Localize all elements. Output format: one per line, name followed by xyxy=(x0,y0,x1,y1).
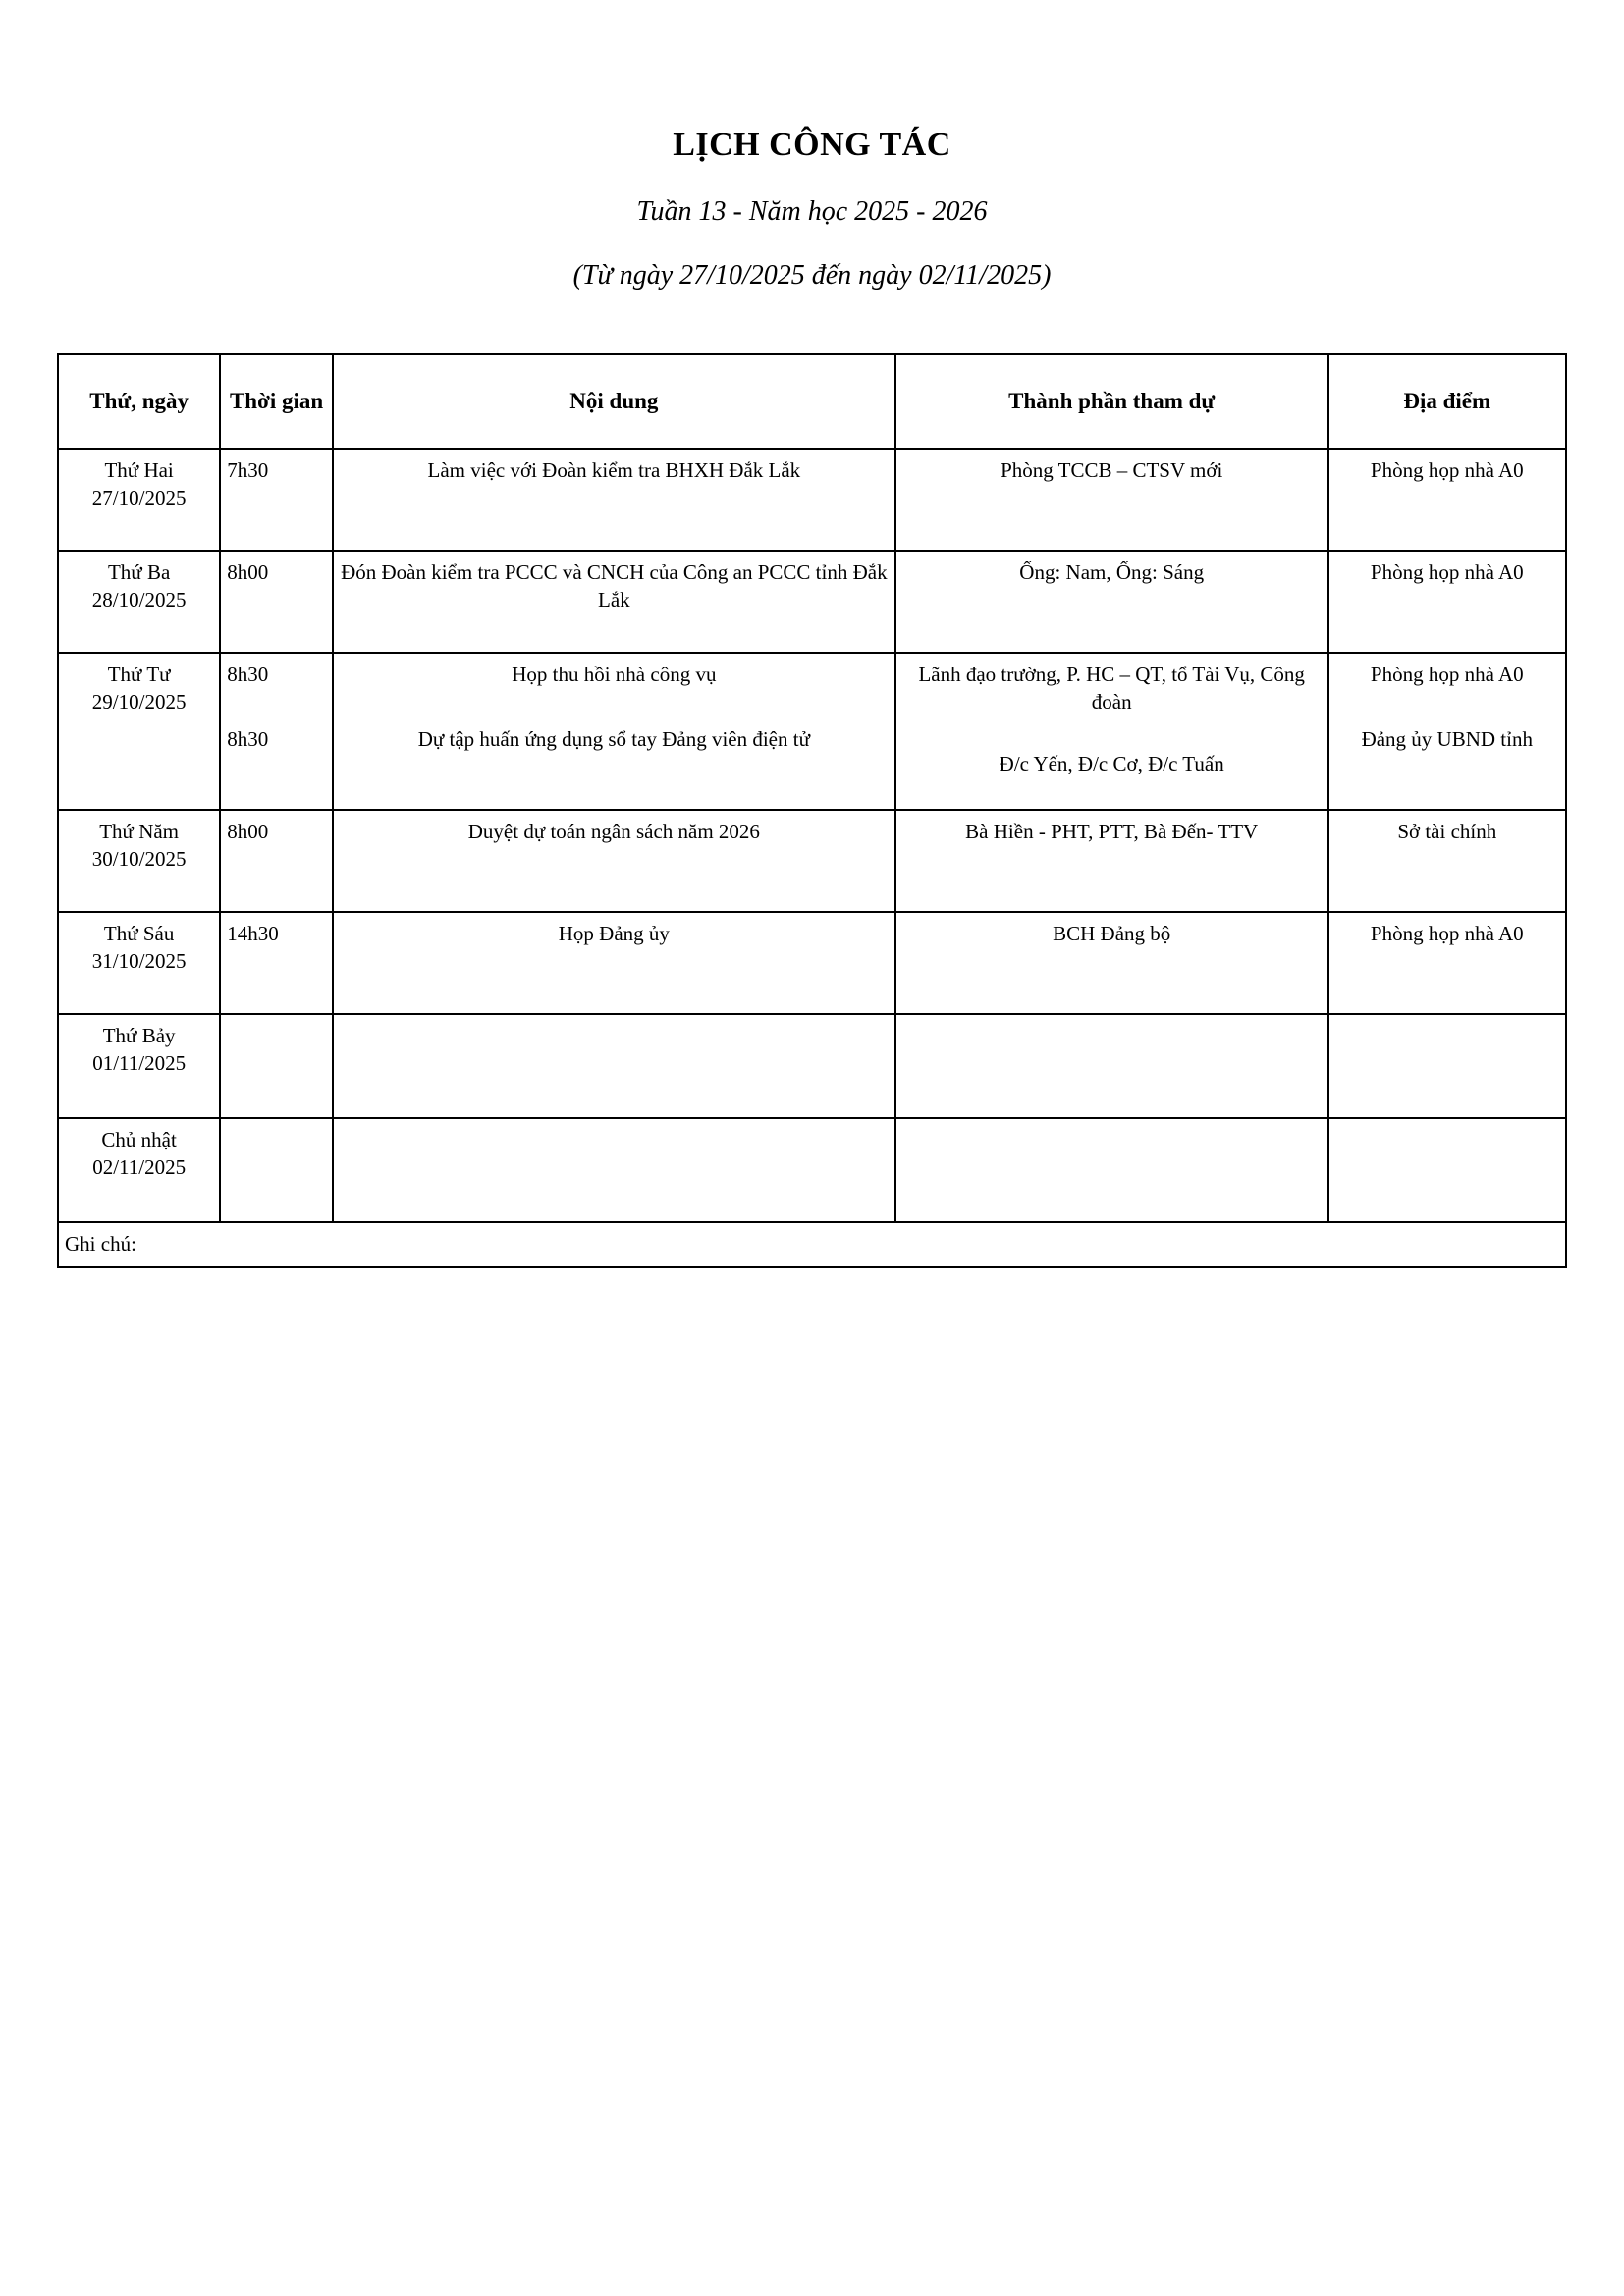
location-value: Sở tài chính xyxy=(1397,819,1497,843)
content-value: Họp thu hồi nhà công vụ xyxy=(512,662,717,686)
day-name: Thứ Năm xyxy=(99,819,180,843)
location-value: Phòng họp nhà A0 xyxy=(1370,662,1524,686)
content-value: Dự tập huấn ứng dụng sổ tay Đảng viên điện tử xyxy=(417,726,810,751)
day-date: 31/10/2025 xyxy=(91,948,187,973)
content-cell xyxy=(333,1118,895,1222)
location-cell xyxy=(1328,912,1566,1014)
time-cell xyxy=(220,653,333,810)
table-row xyxy=(58,1118,1566,1222)
document-date-range: (Từ ngày 27/10/2025 đến ngày 02/11/2025) xyxy=(572,260,1052,292)
column-header-content: Nội dung xyxy=(333,354,895,449)
location-cell xyxy=(1328,449,1566,551)
location-cell xyxy=(1328,653,1566,810)
table-row xyxy=(58,912,1566,1014)
day-date: 02/11/2025 xyxy=(92,1154,187,1179)
time-value xyxy=(227,1023,326,1052)
participants-cell xyxy=(895,1014,1328,1118)
location-value: Đảng ủy UBND tỉnh xyxy=(1361,726,1533,751)
day-date: 01/11/2025 xyxy=(92,1050,187,1075)
table-row xyxy=(58,810,1566,912)
day-cell xyxy=(58,912,220,1014)
day-name: Thứ Tư xyxy=(107,662,171,686)
day-cell xyxy=(58,810,220,912)
participants-cell xyxy=(895,449,1328,551)
table-row xyxy=(58,449,1566,551)
content-cell xyxy=(333,551,895,653)
column-header-participants: Thành phần tham dự xyxy=(895,354,1328,449)
note-label: Ghi chú: xyxy=(58,1222,1566,1267)
time-cell xyxy=(220,810,333,912)
location-cell xyxy=(1328,1118,1566,1222)
content-value xyxy=(340,1127,889,1156)
participants-value: Ổng: Nam, Ổng: Sáng xyxy=(1019,560,1205,584)
day-name: Chủ nhật xyxy=(101,1127,177,1151)
participants-cell xyxy=(895,1118,1328,1222)
time-cell xyxy=(220,449,333,551)
participants-value: BCH Đảng bộ xyxy=(1053,921,1171,945)
location-cell xyxy=(1328,551,1566,653)
content-value: Duyệt dự toán ngân sách năm 2026 xyxy=(467,819,760,843)
table-row xyxy=(58,551,1566,653)
participants-cell xyxy=(895,912,1328,1014)
location-value: Phòng họp nhà A0 xyxy=(1370,457,1524,482)
document-header xyxy=(0,0,1624,293)
day-date: 29/10/2025 xyxy=(91,689,187,714)
content-cell xyxy=(333,810,895,912)
day-cell xyxy=(58,449,220,551)
table-row xyxy=(58,653,1566,810)
day-cell xyxy=(58,653,220,810)
day-date: 28/10/2025 xyxy=(91,587,187,612)
time-value: 8h00 xyxy=(227,819,269,843)
time-value: 8h30 xyxy=(227,726,269,751)
participants-value: Bà Hiền - PHT, PTT, Bà Đến- TTV xyxy=(965,819,1259,843)
time-value: 8h30 xyxy=(227,662,269,686)
participants-value: Lãnh đạo trường, P. HC – QT, tổ Tài Vụ, Công đoàn xyxy=(918,662,1305,714)
column-header-time: Thời gian xyxy=(220,354,333,449)
participants-value: Đ/c Yến, Đ/c Cơ, Đ/c Tuấn xyxy=(999,752,1224,776)
content-value: Đón Đoàn kiểm tra PCCC và CNCH của Công an PCCC tỉnh Đắk Lắk xyxy=(341,560,888,612)
day-name: Thứ Ba xyxy=(107,560,171,584)
participants-value xyxy=(902,1023,1322,1052)
participants-cell xyxy=(895,653,1328,810)
content-cell xyxy=(333,449,895,551)
content-cell xyxy=(333,1014,895,1118)
time-value: 8h00 xyxy=(227,560,269,584)
participants-value: Phòng TCCB – CTSV mới xyxy=(1001,457,1223,482)
day-date: 27/10/2025 xyxy=(91,485,187,509)
day-cell xyxy=(58,1118,220,1222)
schedule-table xyxy=(57,353,1567,1268)
day-date: 30/10/2025 xyxy=(91,846,187,871)
table-row xyxy=(58,1014,1566,1118)
time-cell xyxy=(220,912,333,1014)
time-value: 14h30 xyxy=(227,921,279,945)
day-cell xyxy=(58,1014,220,1118)
document-subtitle: Tuần 13 - Năm học 2025 - 2026 xyxy=(636,195,988,227)
column-header-location: Địa điểm xyxy=(1328,354,1566,449)
column-header-day: Thứ, ngày xyxy=(58,354,220,449)
participants-value xyxy=(902,1127,1322,1156)
day-name: Thứ Sáu xyxy=(103,921,175,945)
content-value: Làm việc với Đoàn kiểm tra BHXH Đắk Lắk xyxy=(427,457,801,482)
location-value: Phòng họp nhà A0 xyxy=(1370,921,1524,945)
content-value xyxy=(340,1023,889,1052)
time-value: 7h30 xyxy=(227,457,269,482)
time-cell xyxy=(220,1014,333,1118)
content-cell xyxy=(333,653,895,810)
page-title: LỊCH CÔNG TÁC xyxy=(673,127,951,163)
note-row xyxy=(58,1222,1566,1267)
participants-cell xyxy=(895,810,1328,912)
location-value xyxy=(1335,1127,1559,1156)
day-cell xyxy=(58,551,220,653)
location-value: Phòng họp nhà A0 xyxy=(1370,560,1524,584)
day-name: Thứ Bảy xyxy=(102,1023,176,1047)
participants-cell xyxy=(895,551,1328,653)
time-cell xyxy=(220,551,333,653)
day-name: Thứ Hai xyxy=(104,457,174,482)
location-cell xyxy=(1328,810,1566,912)
time-value xyxy=(227,1127,326,1156)
location-cell xyxy=(1328,1014,1566,1118)
table-header-row xyxy=(58,354,1566,449)
location-value xyxy=(1335,1023,1559,1052)
schedule-table-wrapper xyxy=(0,353,1624,1268)
content-value: Họp Đảng ủy xyxy=(558,921,670,945)
schedule-table-body xyxy=(58,449,1566,1267)
content-cell xyxy=(333,912,895,1014)
time-cell xyxy=(220,1118,333,1222)
